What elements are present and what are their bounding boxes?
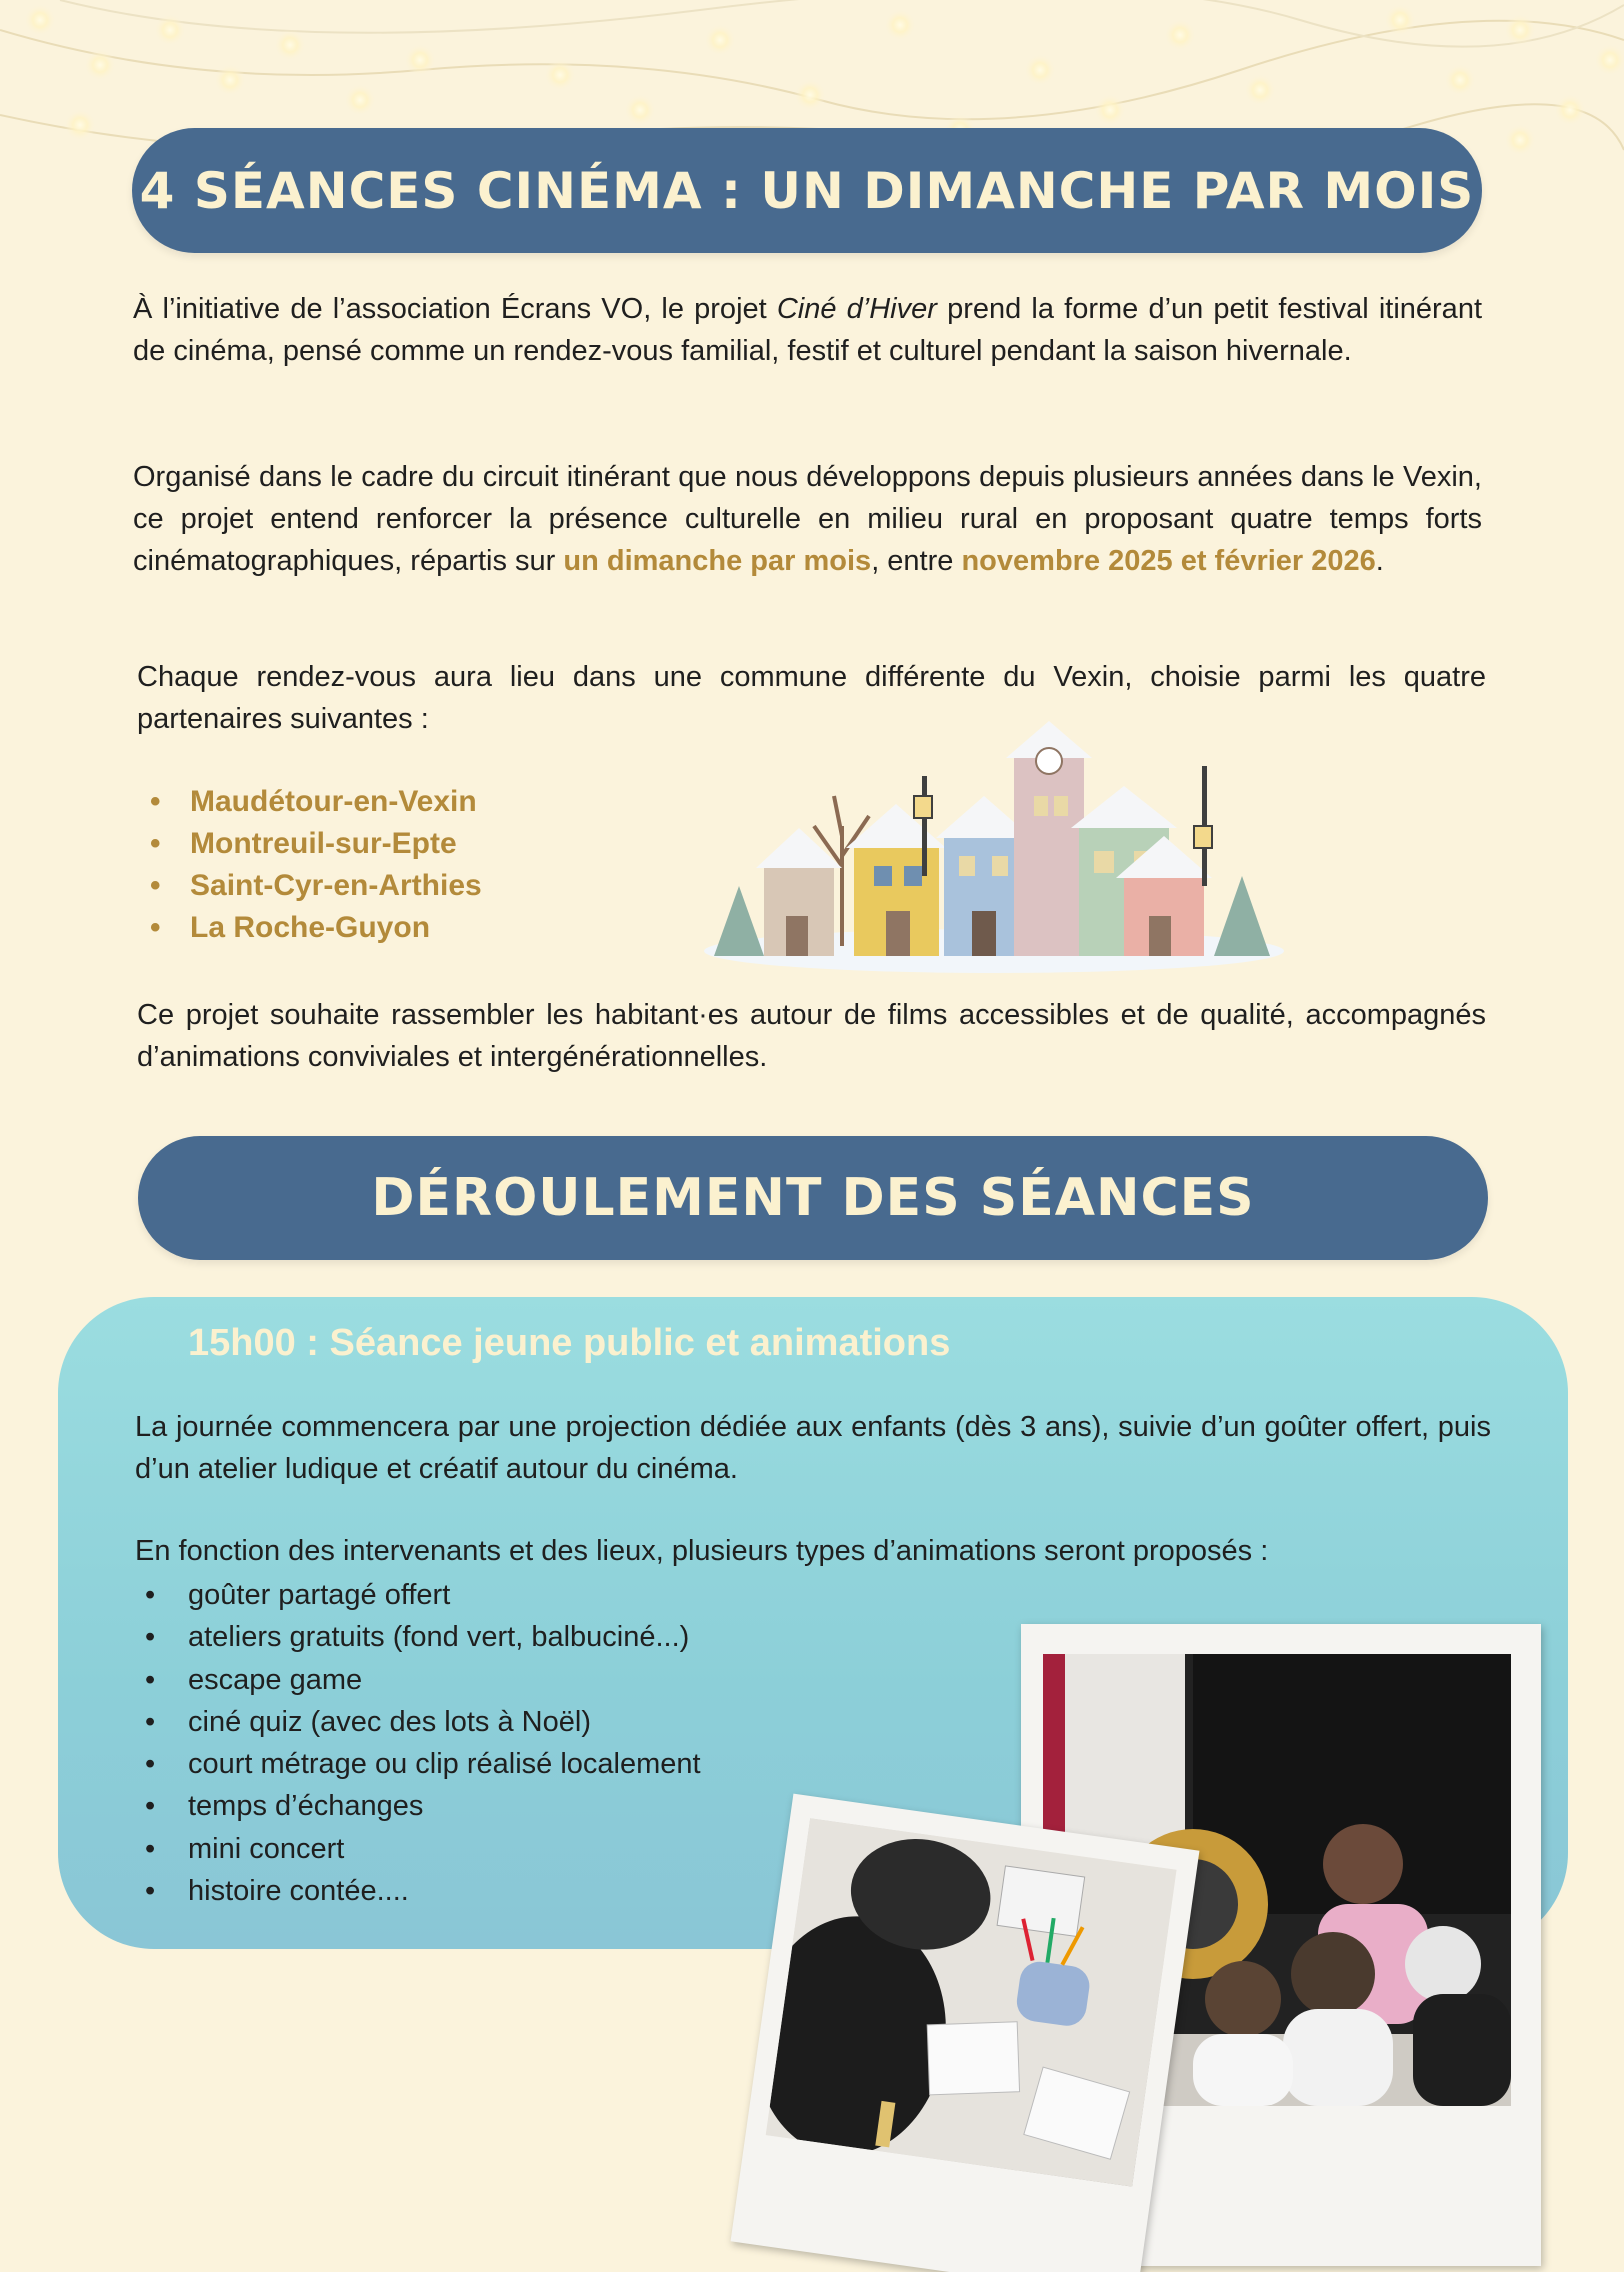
session-subtitle: 15h00 : Séance jeune public et animations — [188, 1322, 951, 1364]
list-item: • La Roche-Guyon — [150, 907, 482, 949]
intro-text: À l’initiative de l’association Écrans VO, le projet — [133, 293, 777, 325]
list-item: • escape game — [145, 1659, 701, 1701]
intro-text: Organisé dans le cadre du circuit itinérant que nous développons depuis plusieurs années dans le Vexin, ce projet entend renforcer la présence culturelle en milieu rural en proposant quatre temps forts cinématographiques, répartis sur — [133, 461, 1482, 577]
list-item: • temps d’échanges — [145, 1785, 701, 1827]
section-banner — [138, 1136, 1488, 1260]
polaroid-photo-drawing — [731, 1794, 1200, 2272]
drawing-activity-photo — [766, 1818, 1177, 2186]
list-item: • Montreuil-sur-Epte — [150, 823, 482, 865]
list-item: • histoire contée.... — [145, 1870, 701, 1912]
list-item: • ciné quiz (avec des lots à Noël) — [145, 1701, 701, 1743]
winter-village-illustration — [694, 716, 1284, 976]
animations-list — [145, 1574, 701, 1912]
intro-text: , entre — [871, 545, 962, 577]
session-paragraph-2: En fonction des intervenants et des lieux, plusieurs types d’animations seront proposés : — [135, 1535, 1269, 1567]
highlight-frequency: un dimanche par mois — [563, 545, 872, 577]
towns-list — [150, 781, 482, 949]
section-title: DÉROULEMENT DES SÉANCES — [371, 1168, 1255, 1228]
list-item: • ateliers gratuits (fond vert, balbuciné...) — [145, 1616, 701, 1658]
intro-text: prend la forme d’un petit festival itinérant de cinéma, pensé comme un rendez-vous familial, festif et culturel pendant la saison hivernale. — [133, 293, 1483, 367]
list-item: • goûter partagé offert — [145, 1574, 701, 1616]
highlight-dates: novembre 2025 et février 2026 — [961, 545, 1376, 577]
list-item: • court métrage ou clip réalisé localement — [145, 1743, 701, 1785]
session-paragraph-1: La journée commencera par une projection dédiée aux enfants (dès 3 ans), suivie d’un goûter offert, puis d’un atelier ludique et créatif autour du cinéma. — [135, 1411, 1491, 1485]
intro-paragraph-2 — [133, 456, 1482, 582]
list-item: • Maudétour-en-Vexin — [150, 781, 482, 823]
intro-paragraph-4: Ce projet souhaite rassembler les habitant·es autour de films accessibles et de qualité, accompagnés d’animations conviviales et intergénérationnelles. — [137, 999, 1486, 1073]
intro-paragraph-3: Chaque rendez-vous aura lieu dans une commune différente du Vexin, choisie parmi les quatre partenaires suivantes : — [137, 661, 1486, 735]
project-name: Ciné d’Hiver — [776, 293, 937, 325]
main-title-banner — [132, 128, 1482, 253]
intro-paragraph-1 — [133, 288, 1482, 372]
main-title: 4 SÉANCES CINÉMA : UN DIMANCHE PAR MOIS — [139, 161, 1475, 220]
list-item: • mini concert — [145, 1828, 701, 1870]
list-item: • Saint-Cyr-en-Arthies — [150, 865, 482, 907]
intro-text: . — [1375, 545, 1384, 577]
